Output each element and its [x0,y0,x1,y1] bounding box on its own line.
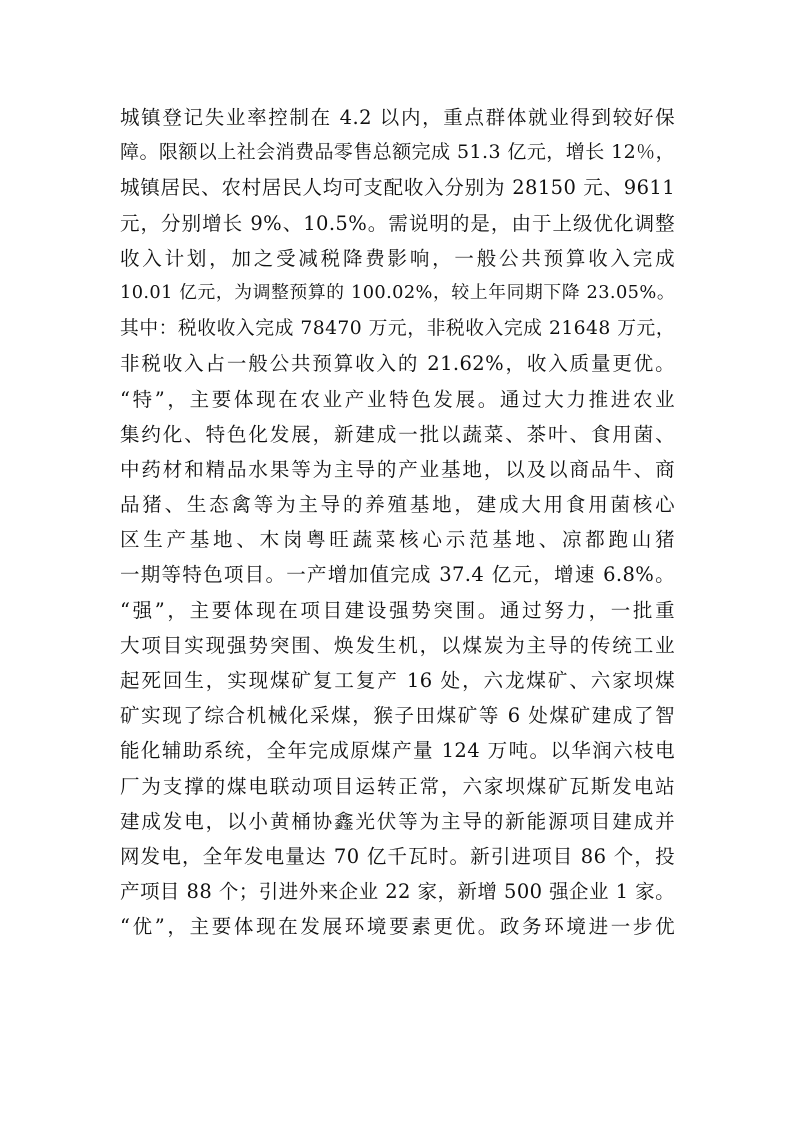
body-text [120,100,675,945]
text-line: 集约化、特色化发展，新建成一批以蔬菜、茶叶、食用菌、 [120,422,675,446]
text-line: 建成发电，以小黄桶协鑫光伏等为主导的新能源项目建成并 [120,809,675,833]
text-line: 元，分别增长 9%、10.5%。需说明的是，由于上级优化调整 [120,211,675,235]
text-line: 障。限额以上社会消费品零售总额完成 51.3 亿元，增长 12％， [120,141,675,164]
text-line: 网发电，全年发电量达 70 亿千瓦时。新引进项目 86 个，投 [120,844,675,868]
text-line: 品猪、生态禽等为主导的养殖基地，建成大用食用菌核心 [120,493,675,517]
text-line: “特”，主要体现在农业产业特色发展。通过大力推进农业 [120,387,675,411]
text-line: 其中：税收收入完成 78470 万元，非税收入完成 21648 万元， [120,318,675,340]
text-line: 10.01 亿元，为调整预算的 100.02%，较上年同期下降 23.05%。 [120,282,675,303]
text-line: 一期等特色项目。一产增加值完成 37.4 亿元，增速 6.8%。 [120,563,675,587]
text-line: 起死回生，实现煤矿复工复产 16 处，六龙煤矿、六家坝煤 [120,669,675,692]
text-line: 中药材和精品水果等为主导的产业基地，以及以商品牛、商 [120,457,675,481]
text-line: 厂为支撑的煤电联动项目运转正常，六家坝煤矿瓦斯发电站 [120,774,675,798]
text-line: “强”，主要体现在项目建设强势突围。通过努力，一批重 [120,598,675,622]
text-line: 城镇居民、农村居民人均可支配收入分别为 28150 元、9611 [120,176,675,200]
text-line: 收入计划，加之受减税降费影响，一般公共预算收入完成 [120,246,675,270]
text-line: 产项目 88 个；引进外来企业 22 家，新增 500 强企业 1 家。 [120,880,675,904]
text-line: 非税收入占一般公共预算收入的 21.62%，收入质量更优。 [120,352,675,376]
text-line: 能化辅助系统，全年完成原煤产量 124 万吨。以华润六枝电 [120,739,675,763]
text-line: 大项目实现强势突围、焕发生机，以煤炭为主导的传统工业 [120,633,675,657]
text-line: 区生产基地、木岗粤旺蔬菜核心示范基地、凉都跑山猪 [120,528,675,552]
text-line: “优”，主要体现在发展环境要素更优。政务环境进一步优 [120,915,675,939]
text-line: 城镇登记失业率控制在 4.2 以内，重点群体就业得到较好保 [120,106,675,129]
text-line: 矿实现了综合机械化采煤，猴子田煤矿等 6 处煤矿建成了智 [120,704,675,728]
